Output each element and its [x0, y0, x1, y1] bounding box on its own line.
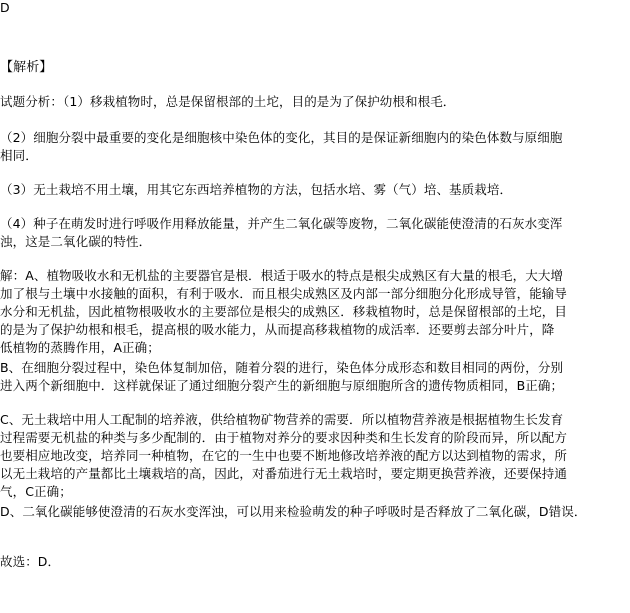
analysis-line-4: （4）种子在萌发时进行呼吸作用释放能量，并产生二氧化碳等废物，二氧化碳能使澄清的石灰水变浑	[0, 216, 563, 231]
solution-a-line-1: 解：A、植物吸收水和无机盐的主要器官是根．根适于吸水的特点是根尖成熟区有大量的根毛，大大增	[0, 268, 564, 283]
analysis-line-4-cont: 浊，这是二氧化碳的特性．	[0, 234, 152, 249]
analysis-line-3: （3）无土栽培不用土壤，用其它东西培养植物的方法，包括水培、雾（气）培、基质栽培．	[0, 182, 513, 197]
solution-c-line-1: C、无土栽培中用人工配制的培养液，供给植物矿物营养的需要．所以植物营养液是根据植物生长发育	[0, 412, 564, 427]
analysis-line-2: （2）细胞分裂中最重要的变化是细胞核中染色体的变化，其目的是保证新细胞内的染色体数与原细胞	[0, 130, 563, 145]
solution-a-line-5: 低植物的蒸腾作用，A正确；	[0, 340, 160, 355]
analysis-line-2-cont: 相同．	[0, 148, 38, 163]
solution-c-line-3: 也要相应地改变，培养同一种植物，在它的一生中也要不断地修改培养液的配方以达到植物的需求，所	[0, 448, 568, 463]
solution-a-line-3: 水分和无机盐，因此植物根吸收水的主要部位是根尖的成熟区．移栽植物时，总是保留根部的土坨，目	[0, 304, 568, 319]
solution-a-line-2: 加了根与土壤中水接触的面积，有利于吸水．而且根尖成熟区及内部一部分细胞分化形成导管，能输导	[0, 286, 568, 301]
solution-c-line-5: 气，C正确；	[0, 484, 72, 499]
solution-d-line-1: D、二氧化碳能够使澄清的石灰水变浑浊，可以用来检验萌发的种子呼吸时是否释放了二氧化碳，D错误．	[0, 504, 587, 519]
solution-a-line-4: 的是为了保护幼根和根毛，提高根的吸水能力，从而提高移栽植物的成活率．还要剪去部分叶片，降	[0, 322, 555, 337]
answer-letter: D	[0, 0, 10, 15]
solution-b-line-1: B、在细胞分裂过程中，染色体复制加倍，随着分裂的进行，染色体分成形态和数目相同的两份，分别	[0, 360, 564, 375]
solution-b-line-2: 进入两个新细胞中．这样就保证了通过细胞分裂产生的新细胞与原细胞所含的遗传物质相同，B正确；	[0, 378, 564, 393]
solution-c-line-4: 以无土栽培的产量都比土壤栽培的高，因此，对番茄进行无土栽培时，要定期更换营养液，还要保持通	[0, 466, 568, 481]
analysis-line-1: 试题分析：（1）移栽植物时，总是保留根部的土坨，目的是为了保护幼根和根毛．	[0, 94, 456, 109]
solution-c-line-2: 过程需要无机盐的种类与多少配制的．由于植物对养分的要求因种类和生长发育的阶段而异，所以配方	[0, 430, 568, 445]
conclusion: 故选：D．	[0, 554, 61, 569]
analysis-heading: 【解析】	[0, 60, 53, 75]
